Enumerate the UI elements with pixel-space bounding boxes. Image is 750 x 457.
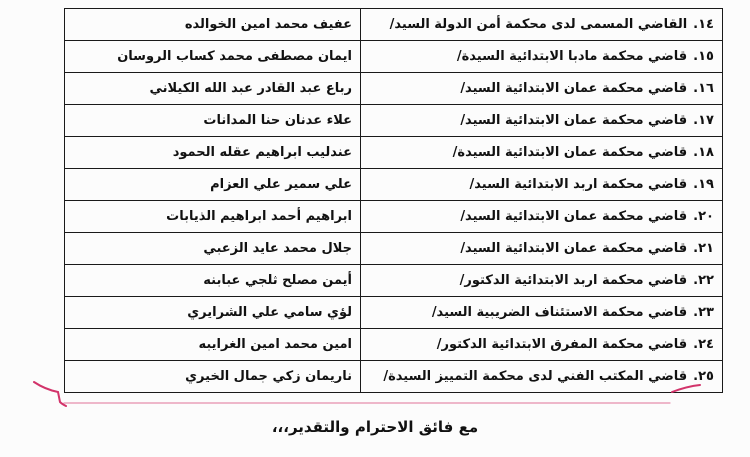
table-row (65, 233, 723, 265)
judge-title: قاضي محكمة اربد الابتدائية السيد/ (469, 177, 688, 192)
table-row (65, 41, 723, 73)
judge-title: قاضي محكمة عمان الابتدائية السيد/ (460, 113, 688, 128)
judge-title-cell (361, 169, 723, 201)
judge-title-cell (361, 41, 723, 73)
row-number: ٢٣. (693, 305, 714, 320)
judge-title-cell (361, 297, 723, 329)
judge-title: القاضي المسمى لدى محكمة أمن الدولة السيد/ (389, 17, 688, 32)
row-number: ٢٢. (693, 273, 714, 288)
table-row (65, 329, 723, 361)
pen-stroke (34, 382, 66, 406)
row-number: ١٤. (693, 17, 714, 32)
row-number: ١٦. (693, 81, 714, 96)
judge-name: لؤي سامي علي الشرايري (65, 297, 361, 329)
judge-name: ابراهيم أحمد ابراهيم الذيابات (65, 201, 361, 233)
judges-table (64, 8, 723, 393)
table-row (65, 105, 723, 137)
table-row (65, 9, 723, 41)
row-number: ٢٠. (693, 209, 714, 224)
judge-title-cell (361, 73, 723, 105)
judge-title: قاضي محكمة الاستئناف الضريبية السيد/ (431, 305, 688, 320)
judge-name: عندليب ابراهيم عقله الحمود (65, 137, 361, 169)
row-number: ١٧. (693, 113, 714, 128)
judge-title-cell (361, 137, 723, 169)
judge-title: قاضي المكتب الفني لدى محكمة التمييز السيدة/ (383, 369, 688, 384)
judge-title-cell (361, 329, 723, 361)
table-row (65, 361, 723, 393)
judge-title-cell (361, 9, 723, 41)
judge-name: جلال محمد عايد الزعبي (65, 233, 361, 265)
judge-title-cell (361, 105, 723, 137)
judge-title-cell (361, 201, 723, 233)
judge-title-cell (361, 233, 723, 265)
row-number: ١٥. (693, 49, 714, 64)
judge-title: قاضي محكمة اربد الابتدائية الدكتور/ (459, 273, 688, 288)
judge-title-cell (361, 361, 723, 393)
table-row (65, 297, 723, 329)
row-number: ٢١. (693, 241, 714, 256)
table-row (65, 265, 723, 297)
closing-line: مع فائق الاحترام والتقدير،،، (271, 418, 479, 436)
row-number: ٢٤. (693, 337, 714, 352)
judge-title: قاضي محكمة عمان الابتدائية السيد/ (460, 81, 688, 96)
judge-title: قاضي محكمة المفرق الابتدائية الدكتور/ (436, 337, 688, 352)
judge-name: عفيف محمد امين الخوالده (65, 9, 361, 41)
judge-title: قاضي محكمة عمان الابتدائية السيد/ (460, 241, 688, 256)
row-number: ١٩. (693, 177, 714, 192)
row-number: ١٨. (693, 145, 714, 160)
judge-title: قاضي محكمة عمان الابتدائية السيد/ (460, 209, 688, 224)
judge-name: علاء عدنان حنا المدانات (65, 105, 361, 137)
judge-title: قاضي محكمة عمان الابتدائية السيدة/ (452, 145, 688, 160)
table-row (65, 137, 723, 169)
judge-name: ناريمان زكي جمال الخيري (65, 361, 361, 393)
table-row (65, 73, 723, 105)
judge-title: قاضي محكمة مادبا الابتدائية السيدة/ (456, 49, 688, 64)
judge-name: امين محمد امين الغرايبه (65, 329, 361, 361)
table-row (65, 169, 723, 201)
judge-name: أيمن مصلح ثلجي عبابنه (65, 265, 361, 297)
judge-name: رباع عبد القادر عبد الله الكيلاني (65, 73, 361, 105)
row-number: ٢٥. (693, 369, 714, 384)
judge-title-cell (361, 265, 723, 297)
table-row (65, 201, 723, 233)
judge-name: علي سمير علي العزام (65, 169, 361, 201)
judge-name: ايمان مصطفى محمد كساب الروسان (65, 41, 361, 73)
